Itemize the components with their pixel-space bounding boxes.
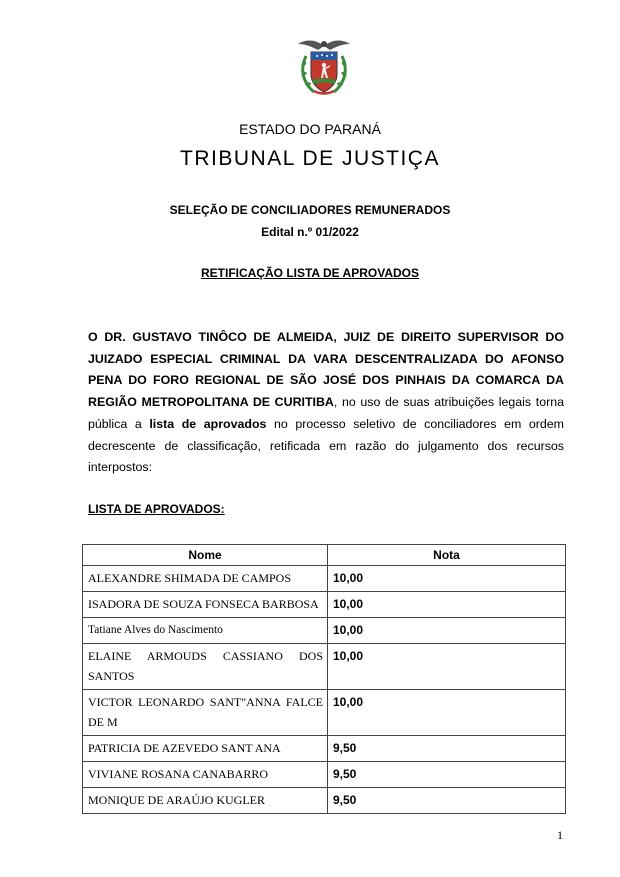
rectification-title: RETIFICAÇÃO LISTA DE APROVADOS [200,266,419,280]
candidate-name: VICTOR LEONARDO SANT"ANNA FALCE DE M [83,690,328,736]
table-row [83,592,566,618]
state-name: ESTADO DO PARANÁ [239,121,381,137]
candidate-score: 10,00 [328,618,566,644]
candidate-name: ELAINE ARMOUDS CASSIANO DOS SANTOS [83,644,328,690]
approved-table [82,544,566,814]
candidate-score: 9,50 [328,762,566,788]
candidate-score: 9,50 [328,736,566,762]
parana-coat-of-arms-icon [292,34,356,98]
candidate-score: 10,00 [328,566,566,592]
approved-list-bold: lista de aprovados [149,416,267,431]
candidate-name: VIVIANE ROSANA CANABARRO [83,762,328,788]
candidate-name: ISADORA DE SOUZA FONSECA BARBOSA [83,592,328,618]
table-header-row [83,545,566,566]
table-row [83,736,566,762]
selection-title: SELEÇÃO DE CONCILIADORES REMUNERADOS [169,203,451,217]
candidate-name: PATRICIA DE AZEVEDO SANT ANA [83,736,328,762]
candidate-score: 9,50 [328,788,566,814]
header-nota: Nota [328,545,566,566]
judge-intro: O DR. GUSTAVO TINÔCO DE ALMEIDA, JUIZ DE DIREITO SUPERVISOR DO JUIZADO ESPECIAL CRIMINAL DA VARA DESCENTRALIZADA DO AFONSO PENA DO FORO REGIONAL DE SÃO JOSÉ DOS PINHAIS DA COMARCA DA REGIÃO METROPOLITANA DE CURITIBA [88,330,564,410]
edital-number: Edital n.º 01/2022 [261,225,359,239]
body-text-1: , no uso de suas atribuições legais torna pública a [88,395,564,431]
candidate-name: Tatiane Alves do Nascimento [83,618,328,644]
table-row [83,690,566,736]
candidate-score: 10,00 [328,690,566,736]
candidate-name: ALEXANDRE SHIMADA DE CAMPOS [83,566,328,592]
header-nome: Nome [83,545,328,566]
table-row [83,566,566,592]
approved-list-title: LISTA DE APROVADOS: [88,502,225,516]
court-name: TRIBUNAL DE JUSTIÇA [180,147,440,170]
body-text-2: no processo seletivo de conciliadores em ordem decrescente de classificação, retificada em razão do julgamento dos recursos interpostos: [88,416,564,475]
candidate-score: 10,00 [328,644,566,690]
candidate-score: 10,00 [328,592,566,618]
table-row [83,644,566,690]
table-row [83,618,566,644]
table-row [83,788,566,814]
table-row [83,762,566,788]
page-number: 1 [557,828,563,842]
candidate-name: MONIQUE DE ARAÚJO KUGLER [83,788,328,814]
body-paragraph [88,327,564,479]
